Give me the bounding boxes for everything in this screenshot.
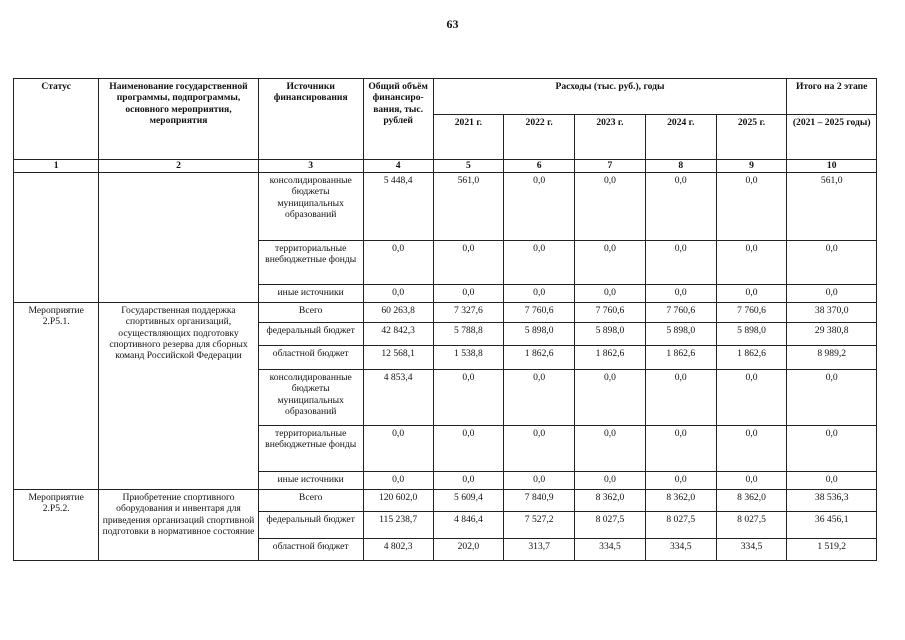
result-cell: 29 380,8: [787, 323, 877, 346]
year-value-cell: 0,0: [504, 426, 575, 472]
year-value-cell: 334,5: [716, 539, 787, 561]
column-number: 4: [363, 160, 433, 173]
name-cell: Государственная поддержка спортивных организаций, осуществляющих подготовку спортивного резерва для сборных команд Российской Федерации: [99, 303, 258, 490]
year-value-cell: 0,0: [575, 426, 646, 472]
year-value-cell: 0,0: [716, 173, 787, 241]
year-value-cell: 5 609,4: [433, 490, 504, 512]
year-value-cell: 0,0: [716, 472, 787, 490]
year-value-cell: 7 527,2: [504, 512, 575, 539]
year-value-cell: 7 760,6: [575, 303, 646, 323]
result-cell: 0,0: [787, 472, 877, 490]
year-value-cell: 8 027,5: [716, 512, 787, 539]
header-expenses: Расходы (тыс. руб.), годы: [433, 79, 787, 115]
total-cell: 4 853,4: [363, 370, 433, 426]
source-cell: консолидированные бюджеты муниципальных образований: [258, 173, 363, 241]
year-value-cell: 0,0: [504, 173, 575, 241]
year-value-cell: 7 760,6: [645, 303, 716, 323]
column-numbers-row: [14, 160, 877, 173]
year-value-cell: 0,0: [645, 426, 716, 472]
year-value-cell: 0,0: [645, 472, 716, 490]
year-value-cell: 8 027,5: [575, 512, 646, 539]
column-number: 6: [504, 160, 575, 173]
year-value-cell: 7 840,9: [504, 490, 575, 512]
year-value-cell: 1 538,8: [433, 346, 504, 370]
source-cell: Всего: [258, 490, 363, 512]
source-cell: Всего: [258, 303, 363, 323]
source-cell: консолидированные бюджеты муниципальных образований: [258, 370, 363, 426]
year-value-cell: 0,0: [575, 472, 646, 490]
total-cell: 120 602,0: [363, 490, 433, 512]
result-cell: 38 370,0: [787, 303, 877, 323]
table-row: [14, 490, 877, 512]
year-value-cell: 8 362,0: [645, 490, 716, 512]
result-cell: 36 456,1: [787, 512, 877, 539]
year-value-cell: 0,0: [504, 370, 575, 426]
year-value-cell: 1 862,6: [504, 346, 575, 370]
year-value-cell: 8 362,0: [575, 490, 646, 512]
total-cell: 0,0: [363, 285, 433, 303]
total-cell: 42 842,3: [363, 323, 433, 346]
status-cell: [14, 173, 99, 303]
year-value-cell: 4 846,4: [433, 512, 504, 539]
source-cell: иные источники: [258, 285, 363, 303]
column-number: 7: [575, 160, 646, 173]
total-cell: 0,0: [363, 426, 433, 472]
source-cell: территориальные внебюджетные фонды: [258, 241, 363, 285]
year-value-cell: 0,0: [504, 472, 575, 490]
year-value-cell: 1 862,6: [645, 346, 716, 370]
total-cell: 60 263,8: [363, 303, 433, 323]
year-value-cell: 0,0: [575, 285, 646, 303]
source-cell: федеральный бюджет: [258, 323, 363, 346]
result-cell: 0,0: [787, 426, 877, 472]
year-value-cell: 5 788,8: [433, 323, 504, 346]
total-cell: 12 568,1: [363, 346, 433, 370]
header-name: Наименование государственной программы, подпрограммы, основного мероприятия, мероприятия: [99, 79, 258, 160]
year-value-cell: 0,0: [433, 426, 504, 472]
header-result: Итого на 2 этапе: [787, 79, 877, 115]
year-value-cell: 0,0: [645, 241, 716, 285]
header-status: Статус: [14, 79, 99, 160]
year-value-cell: 561,0: [433, 173, 504, 241]
year-value-cell: 5 898,0: [504, 323, 575, 346]
year-value-cell: 5 898,0: [716, 323, 787, 346]
year-value-cell: 5 898,0: [575, 323, 646, 346]
result-cell: 561,0: [787, 173, 877, 241]
column-number: 3: [258, 160, 363, 173]
header-sources: Источники финансирования: [258, 79, 363, 160]
year-value-cell: 313,7: [504, 539, 575, 561]
year-value-cell: 0,0: [716, 426, 787, 472]
column-number: 5: [433, 160, 504, 173]
result-cell: 0,0: [787, 285, 877, 303]
year-value-cell: 0,0: [645, 173, 716, 241]
year-value-cell: 334,5: [575, 539, 646, 561]
total-cell: 0,0: [363, 241, 433, 285]
status-cell: Мероприятие 2.Р5.1.: [14, 303, 99, 490]
year-value-cell: 8 027,5: [645, 512, 716, 539]
column-number: 8: [645, 160, 716, 173]
header-result-years: (2021 – 2025 годы): [787, 115, 877, 160]
column-number: 2: [99, 160, 258, 173]
column-number: 1: [14, 160, 99, 173]
year-value-cell: 0,0: [645, 285, 716, 303]
total-cell: 0,0: [363, 472, 433, 490]
column-number: 10: [787, 160, 877, 173]
table-header: [14, 79, 877, 173]
name-cell: [99, 173, 258, 303]
year-value-cell: 1 862,6: [575, 346, 646, 370]
header-total: Общий объём финансиро-вания, тыс. рублей: [363, 79, 433, 160]
year-value-cell: 7 760,6: [716, 303, 787, 323]
table-row: [14, 173, 877, 241]
year-value-cell: 0,0: [433, 370, 504, 426]
source-cell: областной бюджет: [258, 539, 363, 561]
year-value-cell: 0,0: [716, 241, 787, 285]
year-value-cell: 0,0: [575, 241, 646, 285]
header-year-2025: 2025 г.: [716, 115, 787, 160]
header-year-2022: 2022 г.: [504, 115, 575, 160]
source-cell: областной бюджет: [258, 346, 363, 370]
header-year-2021: 2021 г.: [433, 115, 504, 160]
year-value-cell: 0,0: [716, 285, 787, 303]
result-cell: 8 989,2: [787, 346, 877, 370]
year-value-cell: 0,0: [433, 285, 504, 303]
year-value-cell: 1 862,6: [716, 346, 787, 370]
financing-table: [13, 78, 877, 561]
year-value-cell: 8 362,0: [716, 490, 787, 512]
column-number: 9: [716, 160, 787, 173]
source-cell: федеральный бюджет: [258, 512, 363, 539]
total-cell: 4 802,3: [363, 539, 433, 561]
year-value-cell: 0,0: [504, 241, 575, 285]
name-cell: Приобретение спортивного оборудования и инвентаря для приведения организаций спортивной подготовки в нормативное состояние: [99, 490, 258, 561]
year-value-cell: 5 898,0: [645, 323, 716, 346]
source-cell: иные источники: [258, 472, 363, 490]
table-body: [14, 173, 877, 561]
table-row: [14, 303, 877, 323]
year-value-cell: 334,5: [645, 539, 716, 561]
result-cell: 0,0: [787, 241, 877, 285]
year-value-cell: 0,0: [504, 285, 575, 303]
year-value-cell: 0,0: [575, 173, 646, 241]
year-value-cell: 0,0: [575, 370, 646, 426]
page-number: 63: [446, 17, 459, 31]
result-cell: 1 519,2: [787, 539, 877, 561]
result-cell: 38 536,3: [787, 490, 877, 512]
year-value-cell: 0,0: [433, 472, 504, 490]
total-cell: 115 238,7: [363, 512, 433, 539]
year-value-cell: 0,0: [433, 241, 504, 285]
source-cell: территориальные внебюджетные фонды: [258, 426, 363, 472]
header-year-2024: 2024 г.: [645, 115, 716, 160]
year-value-cell: 7 760,6: [504, 303, 575, 323]
year-value-cell: 202,0: [433, 539, 504, 561]
status-cell: Мероприятие 2.Р5.2.: [14, 490, 99, 561]
year-value-cell: 0,0: [716, 370, 787, 426]
year-value-cell: 0,0: [645, 370, 716, 426]
result-cell: 0,0: [787, 370, 877, 426]
year-value-cell: 7 327,6: [433, 303, 504, 323]
header-year-2023: 2023 г.: [575, 115, 646, 160]
total-cell: 5 448,4: [363, 173, 433, 241]
